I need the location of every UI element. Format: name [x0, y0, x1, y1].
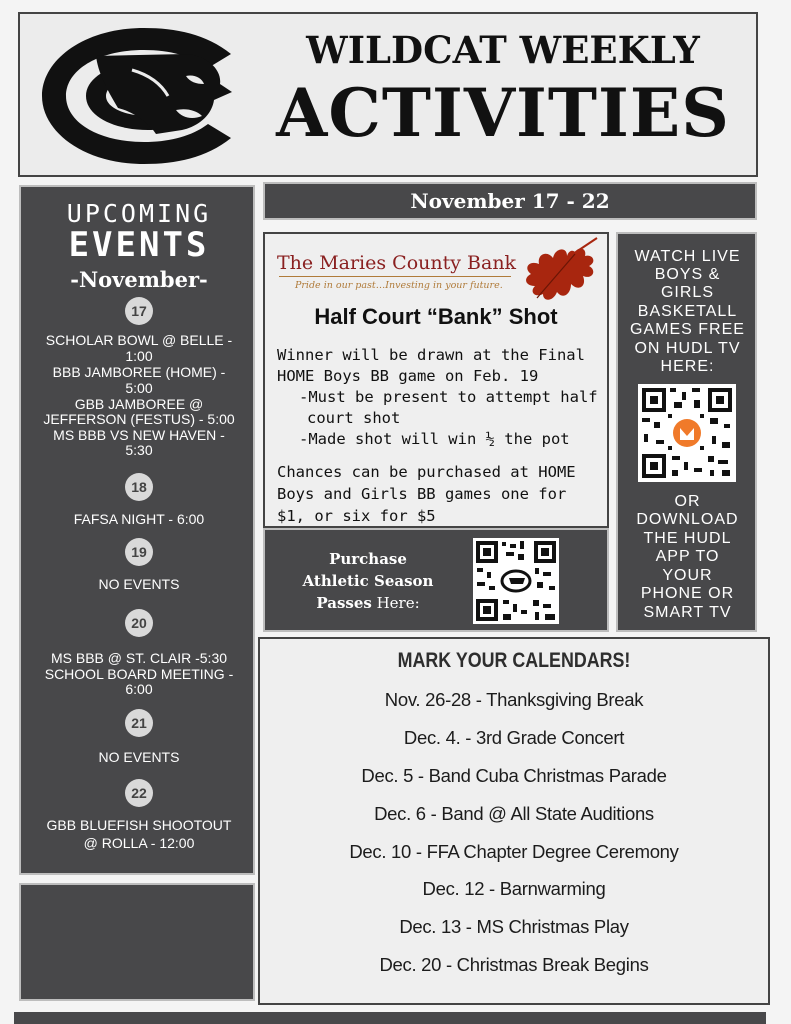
- calendar-title: MARK YOUR CALENDARS!: [397, 649, 631, 672]
- event-text: NO EVENTS: [98, 749, 180, 765]
- mark-your-calendars-panel: [258, 637, 770, 1005]
- hudl-text: DOWNLOAD: [636, 511, 739, 528]
- passes-qr-code-icon[interactable]: [473, 538, 559, 624]
- hudl-text: OR: [674, 493, 701, 510]
- empty-panel: [19, 883, 255, 1001]
- day-badge: 18: [125, 473, 153, 501]
- hudl-text: HERE:: [660, 358, 715, 375]
- promo-text: -Must be present to attempt half: [299, 388, 598, 406]
- promo-title: Half Court “Bank” Shot: [314, 304, 558, 329]
- season-passes-panel: [263, 528, 609, 632]
- event-text: 5:00: [125, 380, 153, 396]
- event-text: 1:00: [125, 348, 153, 364]
- event-text: BBB JAMBOREE (HOME) -: [52, 364, 226, 380]
- promo-text: Boys and Girls BB games one for: [277, 485, 567, 503]
- event-text: NO EVENTS: [98, 576, 180, 592]
- hudl-panel: [616, 232, 757, 632]
- passes-line3: [283, 592, 453, 614]
- event-text: FAFSA NIGHT - 6:00: [73, 511, 205, 527]
- event-text: 5:30: [125, 442, 153, 458]
- footer-bar: [14, 1012, 766, 1024]
- header-banner: [18, 12, 758, 177]
- calendar-item: Dec. 12 - Barnwarming: [422, 878, 606, 899]
- hudl-qr-code-icon[interactable]: [638, 384, 736, 482]
- calendar-item: Dec. 5 - Band Cuba Christmas Parade: [361, 765, 667, 786]
- hudl-text: GAMES FREE: [630, 321, 745, 338]
- hudl-text: BASKETALL: [637, 303, 738, 320]
- promo-text: $1, or six for $5: [277, 507, 436, 525]
- calendar-item: Dec. 10 - FFA Chapter Degree Ceremony: [349, 841, 679, 862]
- newsletter-title-line2: ACTIVITIES: [276, 74, 730, 152]
- hudl-text: YOUR: [662, 567, 713, 584]
- promo-text: HOME Boys BB game on Feb. 19: [277, 367, 539, 385]
- hudl-text: SMART TV: [643, 604, 732, 621]
- hudl-text: ON HUDL TV: [634, 340, 741, 357]
- event-text: 6:00: [125, 681, 153, 697]
- calendar-item: Dec. 4. - 3rd Grade Concert: [403, 727, 625, 748]
- promo-text: Winner will be drawn at the Final: [277, 346, 585, 364]
- passes-line1: Purchase: [329, 550, 407, 568]
- week-date-range: November 17 - 22: [263, 182, 757, 220]
- promo-text: court shot: [307, 409, 401, 427]
- bank-tagline: Pride in our past…Investing in your future.: [295, 280, 503, 291]
- bank-shot-promo: [263, 232, 609, 528]
- passes-text: [283, 548, 453, 614]
- bank-divider: [279, 276, 511, 277]
- day-badge: 20: [125, 609, 153, 637]
- hudl-text: PHONE OR: [640, 585, 735, 602]
- day-badge: 22: [125, 779, 153, 807]
- promo-text: -Made shot will win ½ the pot: [299, 430, 570, 448]
- bank-name: The Maries County Bank: [277, 252, 517, 274]
- events-heading-events: EVENTS: [68, 225, 210, 265]
- day-badge: 19: [125, 538, 153, 566]
- calendar-item: Dec. 13 - MS Christmas Play: [399, 916, 629, 937]
- passes-line3-rest: Here:: [371, 594, 420, 612]
- wildcat-logo-icon: [36, 26, 246, 166]
- passes-line3-bold: Passes: [316, 594, 372, 612]
- hudl-text: THE HUDL: [643, 530, 732, 547]
- passes-line2: Athletic Season: [302, 572, 434, 590]
- event-text: JEFFERSON (FESTUS) - 5:00: [43, 411, 235, 427]
- calendar-item: Nov. 26-28 - Thanksgiving Break: [384, 689, 644, 710]
- event-text: SCHOOL BOARD MEETING -: [44, 666, 234, 682]
- events-month: -November-: [70, 267, 208, 292]
- hudl-text: BOYS &: [654, 266, 721, 283]
- day-badge: 17: [125, 297, 153, 325]
- events-heading-upcoming: UPCOMING: [66, 199, 212, 228]
- event-text: SCHOLAR BOWL @ BELLE -: [45, 332, 233, 348]
- promo-text: Chances can be purchased at HOME: [277, 463, 576, 481]
- upcoming-events-panel: [19, 185, 255, 875]
- calendar-item: Dec. 20 - Christmas Break Begins: [379, 954, 649, 975]
- hudl-text: GIRLS: [660, 284, 714, 301]
- event-text: MS BBB @ ST. CLAIR -5:30: [50, 650, 228, 666]
- event-text: GBB JAMBOREE @: [74, 396, 204, 412]
- calendar-item: Dec. 6 - Band @ All State Auditions: [374, 803, 654, 824]
- day-badge: 21: [125, 709, 153, 737]
- hudl-text: APP TO: [655, 548, 720, 565]
- newsletter-title-line1: WILDCAT WEEKLY: [306, 28, 700, 72]
- event-text: MS BBB VS NEW HAVEN -: [53, 427, 225, 443]
- event-text: @ ROLLA - 12:00: [83, 835, 195, 851]
- event-text: GBB BLUEFISH SHOOTOUT: [46, 817, 232, 833]
- hudl-text: WATCH LIVE: [634, 248, 741, 265]
